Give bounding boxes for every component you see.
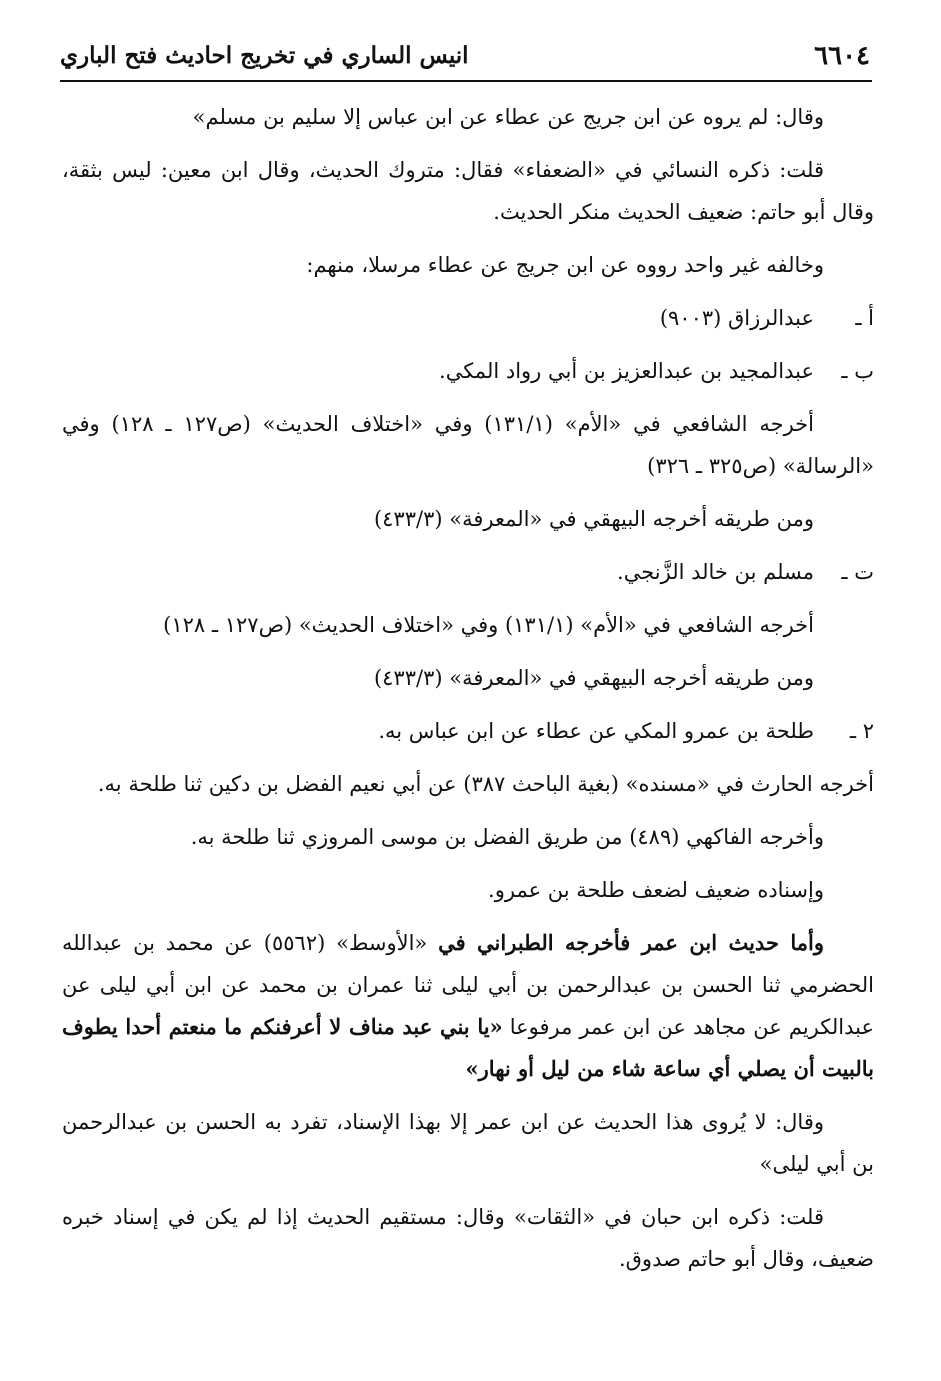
- list-text-t: مسلم بن خالد الزَّنجي.: [617, 560, 814, 584]
- list-item-t: [62, 551, 874, 593]
- header-divider: [60, 80, 872, 82]
- list-marker-b: ب ـ: [841, 359, 874, 383]
- paragraph-7: ومن طريقه أخرجه البيهقي في «المعرفة» (٤٣٣/٣): [373, 666, 814, 690]
- paragraph-3: وخالفه غير واحد رووه عن ابن جريج عن عطاء مرسلا، منهم:: [306, 253, 824, 277]
- paragraph-8: أخرجه الحارث في «مسنده» (بغية الباحث ٣٨٧) عن أبي نعيم الفضل بن دكين ثنا طلحة به.: [97, 772, 874, 796]
- paragraph-11-body: «الأوسط» (٥٥٦٢) عن محمد بن عبدالله الحضرمي ثنا الحسن بن عبدالرحمن بن أبي ليلى ثنا عمران بن محمد عن ابن أبي ليلى عن عبدالكريم عن مجاهد عن ابن عمر مرفوعا: [62, 931, 874, 1039]
- list-text-a: عبدالرزاق (٩٠٠٣): [659, 306, 814, 330]
- paragraph-6: أخرجه الشافعي في «الأم» (١٣١/١) وفي «اختلاف الحديث» (ص١٢٧ ـ ١٢٨): [163, 613, 814, 637]
- paragraph-5: ومن طريقه أخرجه البيهقي في «المعرفة» (٤٣٣/٣): [373, 507, 814, 531]
- paragraph-2: قلت: ذكره النسائي في «الضعفاء» فقال: متروك الحديث، وقال ابن معين: ليس بثقة، وقال أبو حاتم: ضعيف الحديث منكر الحديث.: [62, 158, 874, 224]
- list-item-2: [62, 710, 874, 752]
- paragraph-13: قلت: ذكره ابن حبان في «الثقات» وقال: مستقيم الحديث إذا لم يكن في إسناد خبره ضعيف، وقال أبو حاتم صدوق.: [62, 1205, 874, 1271]
- page-header: [60, 38, 870, 78]
- paragraph-4: أخرجه الشافعي في «الأم» (١٣١/١) وفي «اختلاف الحديث» (ص١٢٧ ـ ١٢٨) وفي «الرسالة» (ص٣٢٥ ـ ٣٢٦): [62, 412, 874, 478]
- list-item-a: [62, 297, 874, 339]
- paragraph-11-bold-start: وأما حديث ابن عمر فأخرجه الطبراني في: [438, 930, 824, 955]
- paragraph-11: [62, 922, 874, 1090]
- list-marker-t: ت ـ: [841, 560, 874, 584]
- paragraph-1: وقال: لم يروه عن ابن جريج عن عطاء عن ابن عباس إلا سليم بن مسلم»: [192, 105, 824, 129]
- page-number: ٦٦٠٤: [814, 41, 870, 71]
- paragraph-11-hadith-quote: «يا بني عبد مناف لا أعرفنكم ما منعتم أحدا يطوف بالبيت أن يصلي أي ساعة شاء من ليل أو نهار»: [62, 1014, 874, 1081]
- list-marker-a: أ ـ: [855, 306, 874, 330]
- running-title: انيس الساري في تخريج احاديث فتح الباري: [60, 42, 469, 69]
- list-text-b: عبدالمجيد بن عبدالعزيز بن أبي رواد المكي.: [439, 359, 814, 383]
- paragraph-10: وإسناده ضعيف لضعف طلحة بن عمرو.: [488, 878, 824, 902]
- document-body: [62, 96, 874, 1291]
- list-text-2: طلحة بن عمرو المكي عن عطاء عن ابن عباس به.: [378, 719, 814, 743]
- list-item-b: [62, 350, 874, 392]
- paragraph-12: وقال: لا يُروى هذا الحديث عن ابن عمر إلا بهذا الإسناد، تفرد به الحسن بن عبدالرحمن بن أبي ليلى»: [62, 1110, 874, 1176]
- list-marker-2: ٢ ـ: [849, 719, 874, 743]
- paragraph-9: وأخرجه الفاكهي (٤٨٩) من طريق الفضل بن موسى المروزي ثنا طلحة به.: [190, 825, 824, 849]
